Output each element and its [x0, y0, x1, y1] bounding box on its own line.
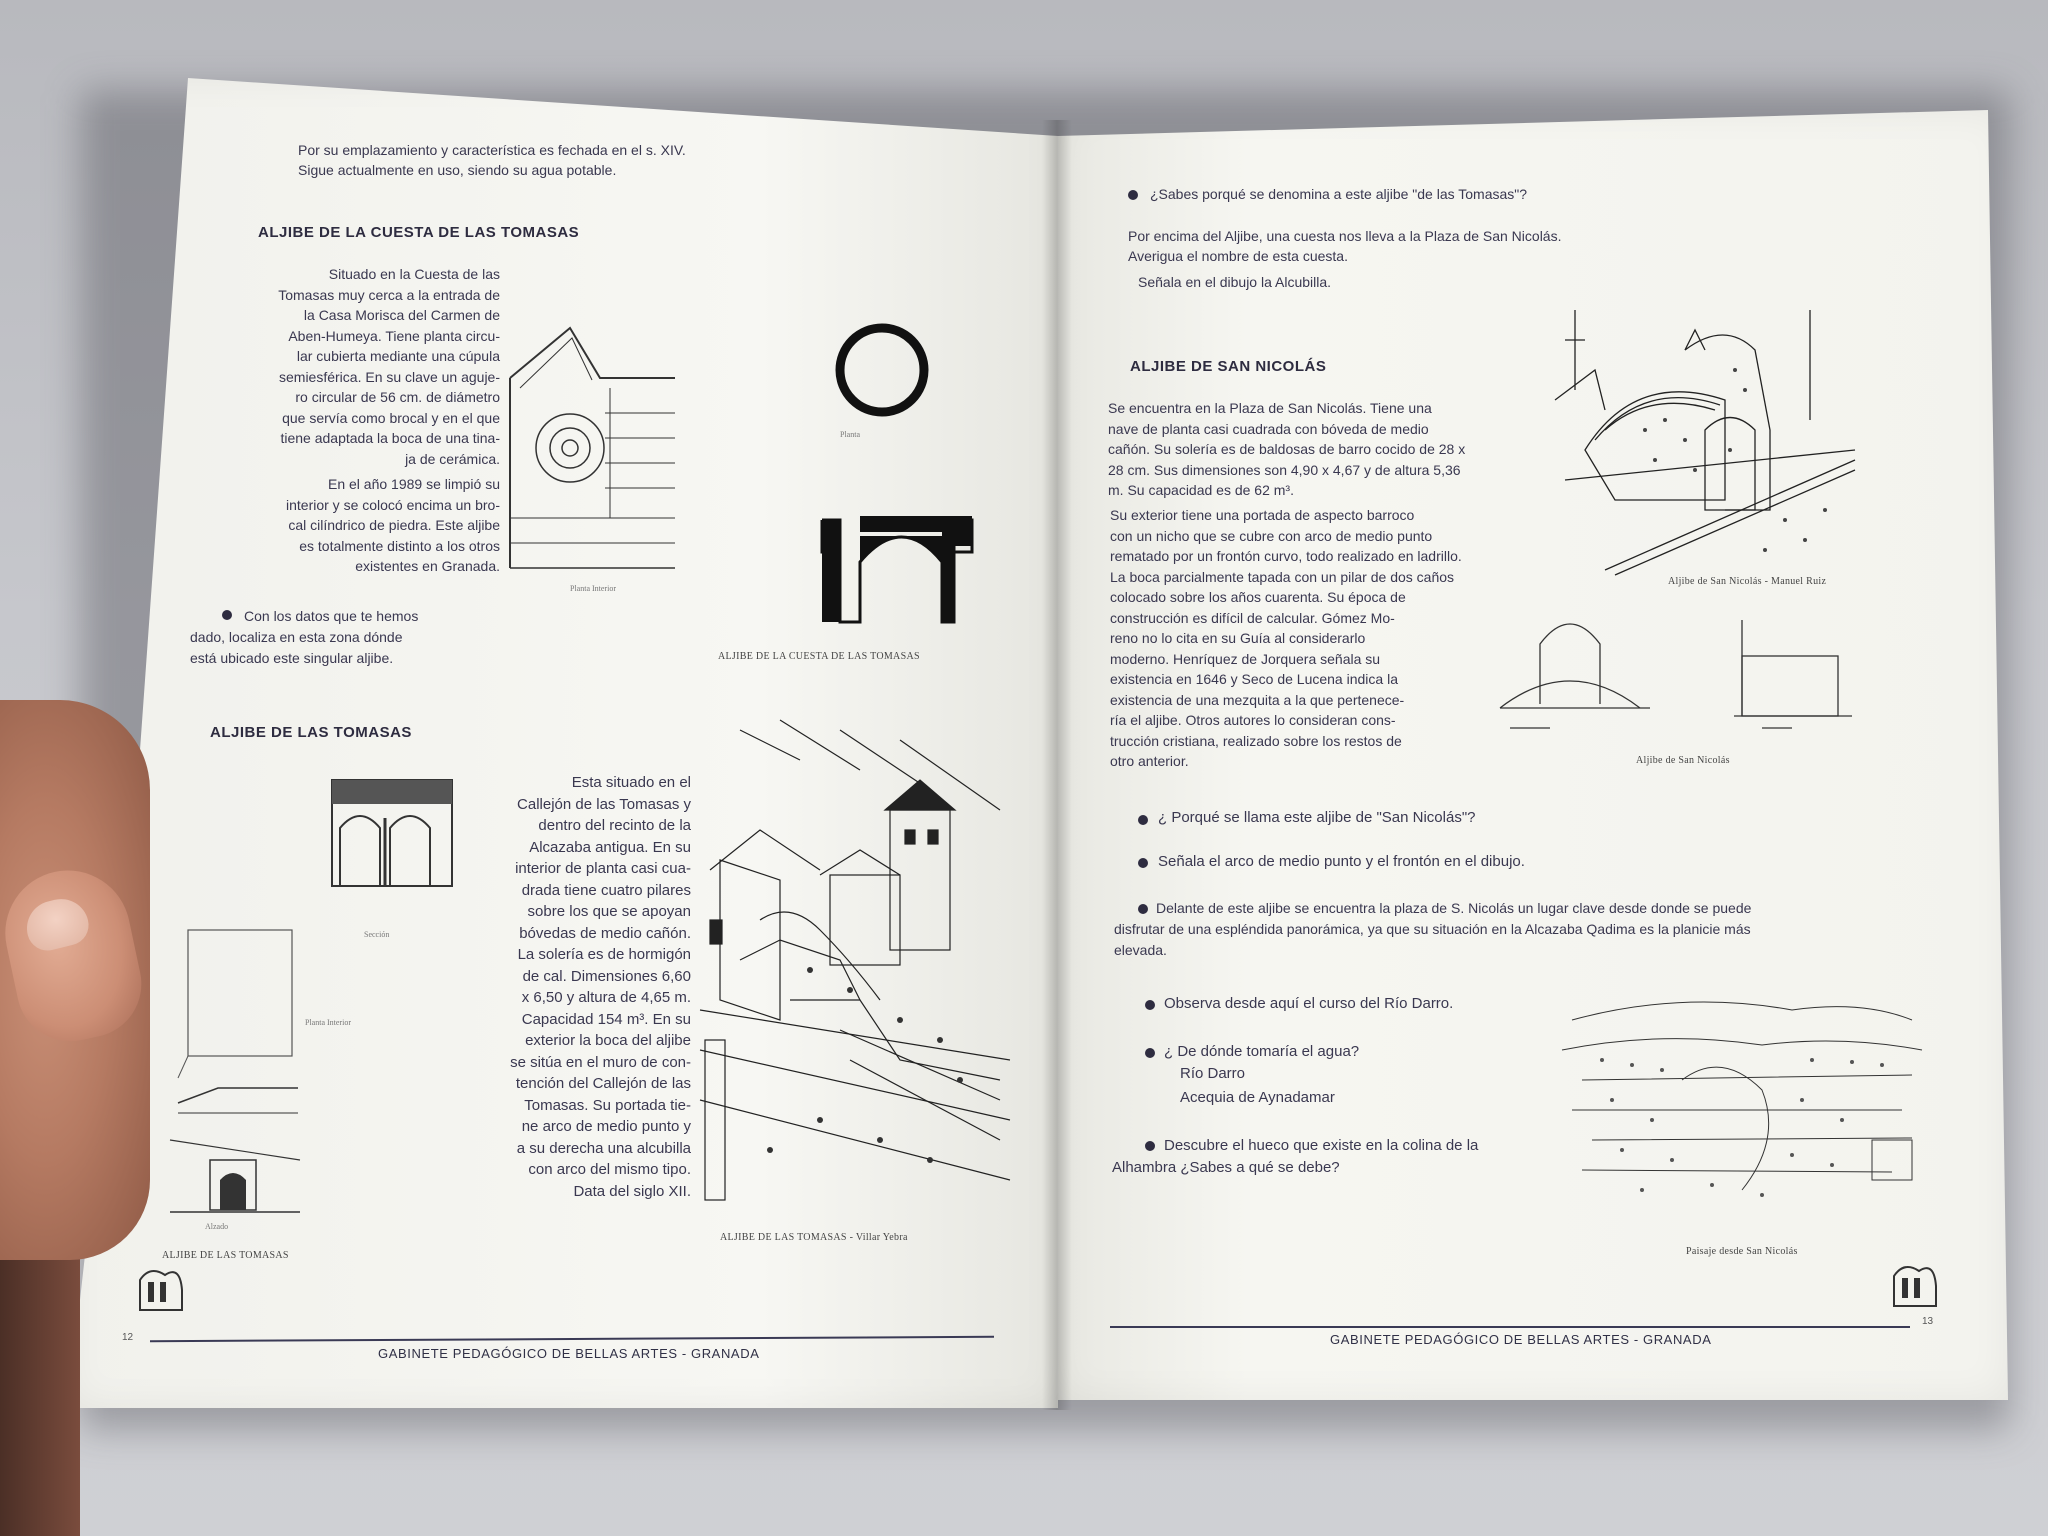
- tomasas-body: Esta situado en el Callejón de las Tomasas y dentro del recinto de la Alcazaba antigua. En su interior de planta casi cua- drada tiene cuatro pilares sobre los que se apoyan bóvedas de medio cañón. La solería es de hormigón de cal. Dimensiones 6,60 x 6,50 y altura de 4,65 m. Capacidad 154 m³. En su exterior la boca del aljibe se sitúa en el muro de con- tención del Callejón de las Tomasas. Su portada tie- ne arco de medio punto y a su derecha una alcubilla con arco del mismo tipo. Data del siglo XII.: [510, 774, 691, 1200]
- caption-bottom-left: ALJIBE DE LAS TOMASAS: [162, 1250, 289, 1261]
- tomasas-alzado-drawing: [170, 1130, 300, 1220]
- caption-alzado: Alzado: [205, 1222, 229, 1231]
- caption-plan-interior: Planta Interior: [570, 584, 616, 593]
- book-gutter: [1042, 120, 1072, 1410]
- tomasas-plan-drawing: [178, 928, 298, 1118]
- q-arco-fronton: Señala el arco de medio punto y el frontón en el dibujo.: [1158, 853, 1525, 870]
- left-intro: Por su emplazamiento y característica es fechada en el s. XIV. Sigue actualmente en uso, siendo su agua potable.: [298, 142, 686, 178]
- panorama-drawing: [1562, 990, 1922, 1220]
- caption-san-nicolas-small: Aljibe de San Nicolás: [1636, 755, 1730, 766]
- logo-right-icon: [1884, 1256, 1944, 1316]
- bullet-icon: [1145, 1048, 1155, 1058]
- option-acequia: Acequia de Aynadamar: [1180, 1089, 1335, 1106]
- tomasas-section-drawing: [330, 778, 455, 890]
- circle-plan-drawing: [832, 328, 932, 428]
- cuesta-paragraph: Por encima del Aljibe, una cuesta nos lleva a la Plaza de San Nicolás. Averigua el nombre de esta cuesta.: [1128, 228, 1562, 264]
- left-footer: GABINETE PEDAGÓGICO DE BELLAS ARTES - GRANADA: [378, 1346, 760, 1361]
- q-tomasas-name: ¿Sabes porqué se denomina a este aljibe "de las Tomasas"?: [1150, 186, 1528, 202]
- san-nicolas-body-b: Su exterior tiene una portada de aspecto barroco con un nicho que se cubre con arco de medio punto rematado por un frontón curvo, todo realizado en ladrillo. La boca parcialmente tapada con un pilar de dos caños colocado sobre los años cuarenta. Su época de construcción es difícil de calcular. Gómez Mo- reno no lo cita en su Guía al considerarlo moderno. Henríquez de Jorquera señala su existencia en 1646 y Seco de Lucena indica la existencia de una mezquita a la que pertenece- ría el aljibe. Otros autores lo consideran cons- trucción cristiana, realizado sobre los restos de otro anterior.: [1110, 507, 1462, 769]
- san-nicolas-elevation-b: [1712, 620, 1862, 730]
- arm: [0, 1230, 80, 1536]
- caption-planta: Planta: [840, 430, 860, 439]
- logo-left-icon: [130, 1260, 190, 1320]
- alcubilla-paragraph: Señala en el dibujo la Alcubilla.: [1138, 274, 1332, 290]
- cuesta-body-b: En el año 1989 se limpió su interior y se colocó encima un bro- cal cilíndrico de piedra. Este aljibe es totalmente distinto a los otros existentes en Granada.: [286, 476, 500, 574]
- cuesta-question: Con los datos que te hemos dado, localiza en esta zona dónde está ubicado este singular aljibe.: [190, 608, 419, 666]
- tomasas-street-drawing: [700, 700, 1010, 1220]
- caption-seccion: Sección: [364, 930, 390, 939]
- q-san-nicolas-name: ¿ Porqué se llama este aljibe de "San Nicolás"?: [1158, 809, 1476, 826]
- section-title-tomasas: ALJIBE DE LAS TOMASAS: [210, 724, 412, 741]
- san-nicolas-body-a: Se encuentra en la Plaza de San Nicolás. Tiene una nave de planta casi cuadrada con bóveda de medio cañón. Su solería es de baldosas de barro cocido de 28 x 28 cm. Sus dimensiones son 4,90 x 4,67 y de altura 5,36 m. Su capacidad es de 62 m³.: [1108, 400, 1466, 498]
- q-hueco-alhambra: Descubre el hueco que existe en la colina de la Alhambra ¿Sabes a qué se debe?: [1112, 1137, 1479, 1176]
- bullet-icon: [1145, 1000, 1155, 1010]
- q-agua: ¿ De dónde tomaría el agua?: [1164, 1043, 1360, 1060]
- right-footer-rule: [1110, 1326, 1910, 1328]
- san-nicolas-elevation-a: [1500, 604, 1660, 734]
- san-nicolas-drawing: [1555, 310, 1855, 580]
- bullet-icon: [1138, 858, 1148, 868]
- q-plaza-panoramica: Delante de este aljibe se encuentra la plaza de S. Nicolás un lugar clave desde donde se puede disfrutar de una espléndida panorámica, ya que su situación en la Alcazaba Qadima es la planicie más elevada.: [1114, 900, 1752, 958]
- left-page-number: 12: [122, 1332, 134, 1343]
- caption-planta-interior: Planta Interior: [305, 1018, 351, 1027]
- caption-san-nicolas-drawing: Aljibe de San Nicolás - Manuel Ruiz: [1668, 576, 1827, 587]
- cuesta-plan-drawing: [500, 318, 690, 588]
- caption-tomasas-drawing: ALJIBE DE LAS TOMASAS - Villar Yebra: [720, 1232, 908, 1243]
- q-rio-darro: Observa desde aquí el curso del Río Darro.: [1164, 995, 1454, 1012]
- section-title-cuesta: ALJIBE DE LA CUESTA DE LAS TOMASAS: [258, 224, 580, 241]
- right-footer: GABINETE PEDAGÓGICO DE BELLAS ARTES - GRANADA: [1330, 1332, 1712, 1347]
- bullet-icon: [1138, 815, 1148, 825]
- cuesta-section-drawing: [822, 492, 972, 632]
- right-page-number: 13: [1922, 1316, 1934, 1327]
- section-title-san-nicolas: ALJIBE DE SAN NICOLÁS: [1130, 358, 1327, 375]
- option-rio-darro: Río Darro: [1180, 1065, 1246, 1082]
- cuesta-body-a: Situado en la Cuesta de las Tomasas muy cerca a la entrada de la Casa Morisca del Carmen de Aben-Humeya. Tiene planta circu- lar cubierta mediante una cúpula semiesférica. En su clave un aguje- ro circular de 56 cm. de diámetro que servía como brocal y en el que tiene adaptada la boca de una tina- ja de cerámica.: [278, 266, 500, 467]
- caption-cuesta-section: ALJIBE DE LA CUESTA DE LAS TOMASAS: [718, 651, 920, 662]
- caption-panorama: Paisaje desde San Nicolás: [1686, 1246, 1798, 1257]
- bullet-icon: [1128, 190, 1138, 200]
